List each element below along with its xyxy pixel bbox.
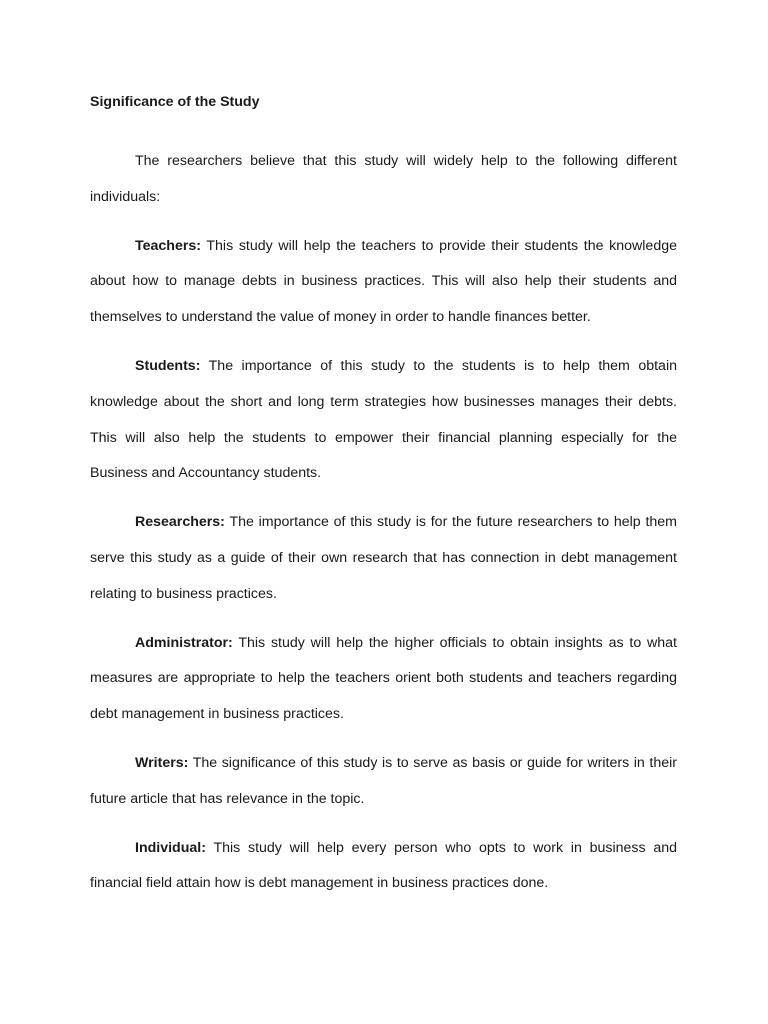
entry-teachers: [90, 229, 677, 336]
entry-administrator: [90, 626, 677, 733]
entry-term: Researchers:: [135, 514, 225, 531]
entry-individual: [90, 831, 677, 903]
entry-term: Students:: [135, 357, 201, 374]
intro-paragraph: The researchers believe that this study will widely help to the following different individuals:: [90, 153, 677, 205]
entry-term: Administrator:: [135, 634, 233, 651]
entry-students: [90, 349, 677, 492]
entry-term: Teachers:: [135, 237, 201, 254]
entry-text: The importance of this study is for the future researchers to help them serve this study as a guide of their own research that has connection in debt management relating to business practices.: [90, 514, 677, 602]
entry-writers: [90, 746, 677, 818]
entry-term: Individual:: [135, 839, 206, 856]
entry-text: This study will help the higher officials to obtain insights as to what measures are appropriate to help the teachers orient both students and teachers regarding debt management in business practices.: [90, 634, 677, 723]
section-title: Significance of the Study: [90, 94, 260, 110]
entry-term: Writers:: [135, 754, 189, 771]
entry-text: This study will help every person who opts to work in business and financial field attain how is debt management in business practices done.: [90, 839, 678, 892]
entry-text: The significance of this study is to serve as basis or guide for writers in their future article that has relevance in the topic.: [90, 754, 677, 807]
entry-text: The importance of this study to the students is to help them obtain knowledge about the short and long term strategies how businesses manages their debts. This will also help the students to empower their financial planning especially for the Business and Accountancy students.: [90, 357, 677, 482]
entry-researchers: [90, 505, 677, 612]
entry-text: This study will help the teachers to provide their students the knowledge about how to manage debts in business practices. This will also help their students and themselves to understand the value of money in order to handle finances better.: [90, 237, 677, 326]
